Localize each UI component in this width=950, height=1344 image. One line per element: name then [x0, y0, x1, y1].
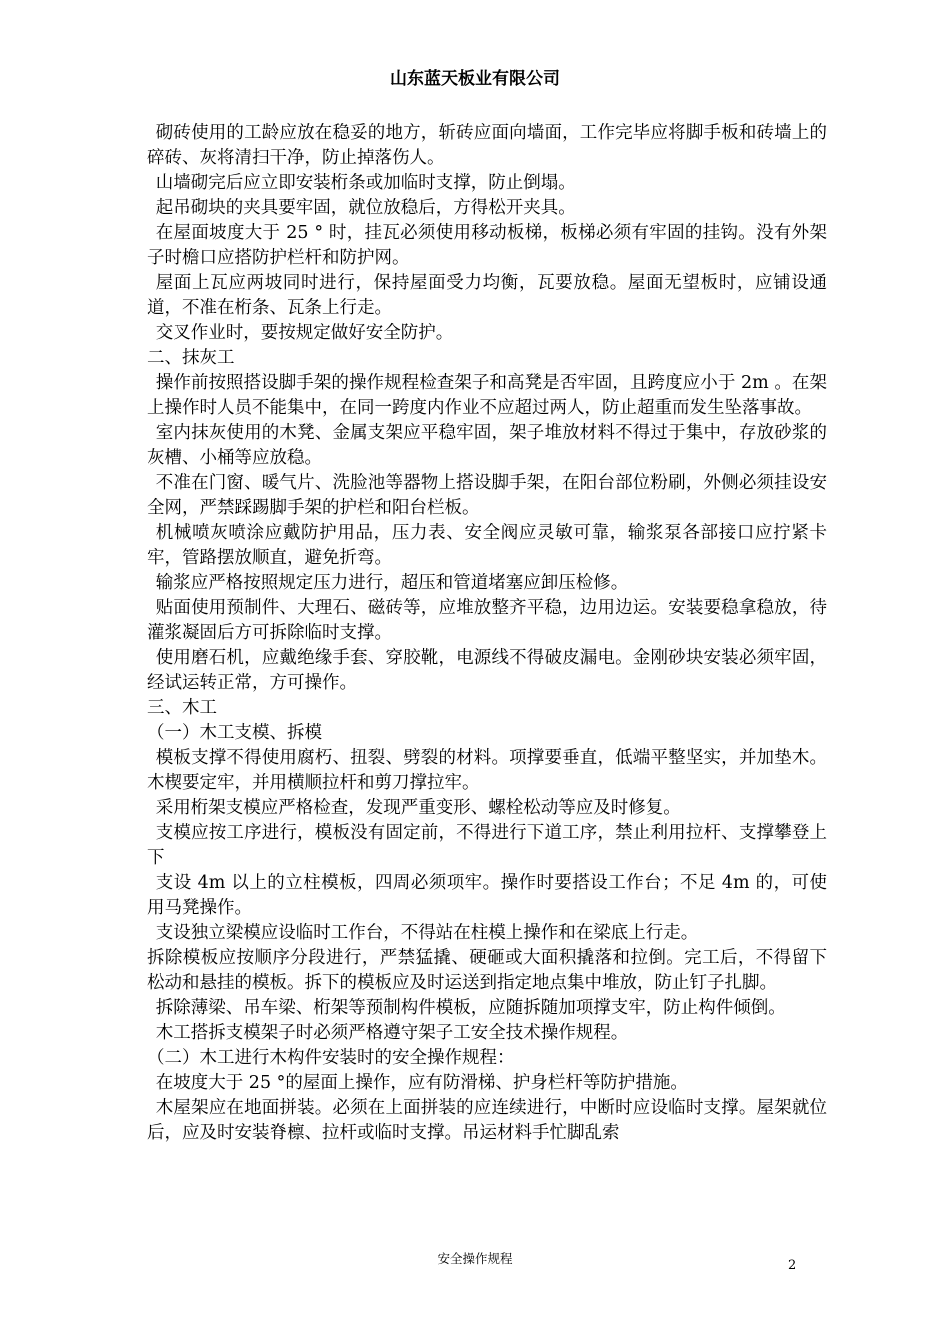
paragraph: 支模应按工序进行，模板没有固定前，不得进行下道工序，禁止利用拉杆、支撑攀登上下: [147, 823, 827, 868]
paragraph: 屋面上瓦应两坡同时进行，保持屋面受力均衡，瓦要放稳。屋面无望板时，应铺设通道，不准在桁条、瓦条上行走。: [147, 273, 827, 318]
paragraph: 山墙砌完后应立即安装桁条或加临时支撑，防止倒塌。: [155, 173, 576, 193]
page-header-title: 山东蓝天板业有限公司: [390, 69, 560, 89]
subsection-heading: （一）木工支模、拆模: [147, 723, 322, 743]
paragraph: 输浆应严格按照规定压力进行，超压和管道堵塞应卸压检修。: [155, 573, 629, 593]
paragraph: 机械喷灰喷涂应戴防护用品，压力表、安全阀应灵敏可靠，输浆泵各部接口应拧紧卡牢，管路摆放顺直，避免折弯。: [147, 523, 827, 568]
paragraph: 支设 4m 以上的立柱模板，四周必须项牢。操作时要搭设工作台；不足 4m 的，可使用马凳操作。: [147, 873, 827, 918]
paragraph: 拆除模板应按顺序分段进行，严禁猛撬、硬砸或大面积撬落和拉倒。完工后，不得留下松动和悬挂的模板。拆下的模板应及时运送到指定地点集中堆放，防止钉子扎脚。: [147, 948, 827, 993]
paragraph: 木屋架应在地面拼装。必须在上面拼装的应连续进行，中断时应设临时支撑。屋架就位后，应及时安装脊檩、拉杆或临时支撑。吊运材料手忙脚乱索: [147, 1098, 827, 1143]
paragraph: 操作前按照搭设脚手架的操作规程检查架子和高凳是否牢固，且跨度应小于 2m 。在架上操作时人员不能集中，在同一跨度内作业不应超过两人，防止超重而发生坠落事故。: [147, 373, 827, 418]
paragraph: 砌砖使用的工龄应放在稳妥的地方，斩砖应面向墙面，工作完毕应将脚手板和砖墙上的碎砖、灰将清扫干净，防止掉落伤人。: [147, 123, 827, 168]
paragraph: 在坡度大于 25 °的屋面上操作，应有防滑梯、护身栏杆等防护措施。: [155, 1073, 688, 1093]
section-heading: 二、抹灰工: [147, 348, 235, 368]
document-body: [147, 121, 827, 1146]
paragraph: 使用磨石机，应戴绝缘手套、穿胶靴，电源线不得破皮漏电。金刚砂块安装必须牢固，经试运转正常，方可操作。: [147, 648, 827, 693]
paragraph: 采用桁架支模应严格检查，发现严重变形、螺栓松动等应及时修复。: [155, 798, 681, 818]
paragraph: 贴面使用预制件、大理石、磁砖等，应堆放整齐平稳，边用边运。安装要稳拿稳放，待灌浆凝固后方可拆除临时支撑。: [147, 598, 827, 643]
section-heading: 三、木工: [147, 698, 217, 718]
page-footer-text: 安全操作规程: [437, 1251, 513, 1266]
page-number: 2: [788, 1258, 797, 1273]
paragraph: 不准在门窗、暖气片、洗脸池等器物上搭设脚手架，在阳台部位粉刷，外侧必须挂设安全网，严禁踩踢脚手架的护栏和阳台栏板。: [147, 473, 827, 518]
paragraph: 拆除薄梁、吊车梁、桁架等预制构件模板，应随拆随加项撑支牢，防止构件倾倒。: [155, 998, 786, 1018]
paragraph: 室内抹灰使用的木凳、金属支架应平稳牢固，架子堆放材料不得过于集中，存放砂浆的灰槽、小桶等应放稳。: [147, 423, 827, 468]
paragraph: 支设独立梁模应设临时工作台，不得站在柱模上操作和在梁底上行走。: [155, 923, 699, 943]
paragraph: 模板支撑不得使用腐朽、扭裂、劈裂的材料。项撑要垂直，低端平整坚实，并加垫木。木楔要定牢，并用横顺拉杆和剪刀撑拉牢。: [147, 748, 827, 793]
subsection-heading: （二）木工进行木构件安装时的安全操作规程：: [147, 1048, 515, 1068]
paragraph: 交叉作业时，要按规定做好安全防护。: [155, 323, 454, 343]
paragraph: 木工搭拆支模架子时必须严格遵守架子工安全技术操作规程。: [155, 1023, 629, 1043]
paragraph: 起吊砌块的夹具要牢固，就位放稳后，方得松开夹具。: [155, 198, 576, 218]
paragraph: 在屋面坡度大于 25 ° 时，挂瓦必须使用移动板梯，板梯必须有牢固的挂钩。没有外架子时檐口应搭防护栏杆和防护网。: [147, 223, 827, 268]
